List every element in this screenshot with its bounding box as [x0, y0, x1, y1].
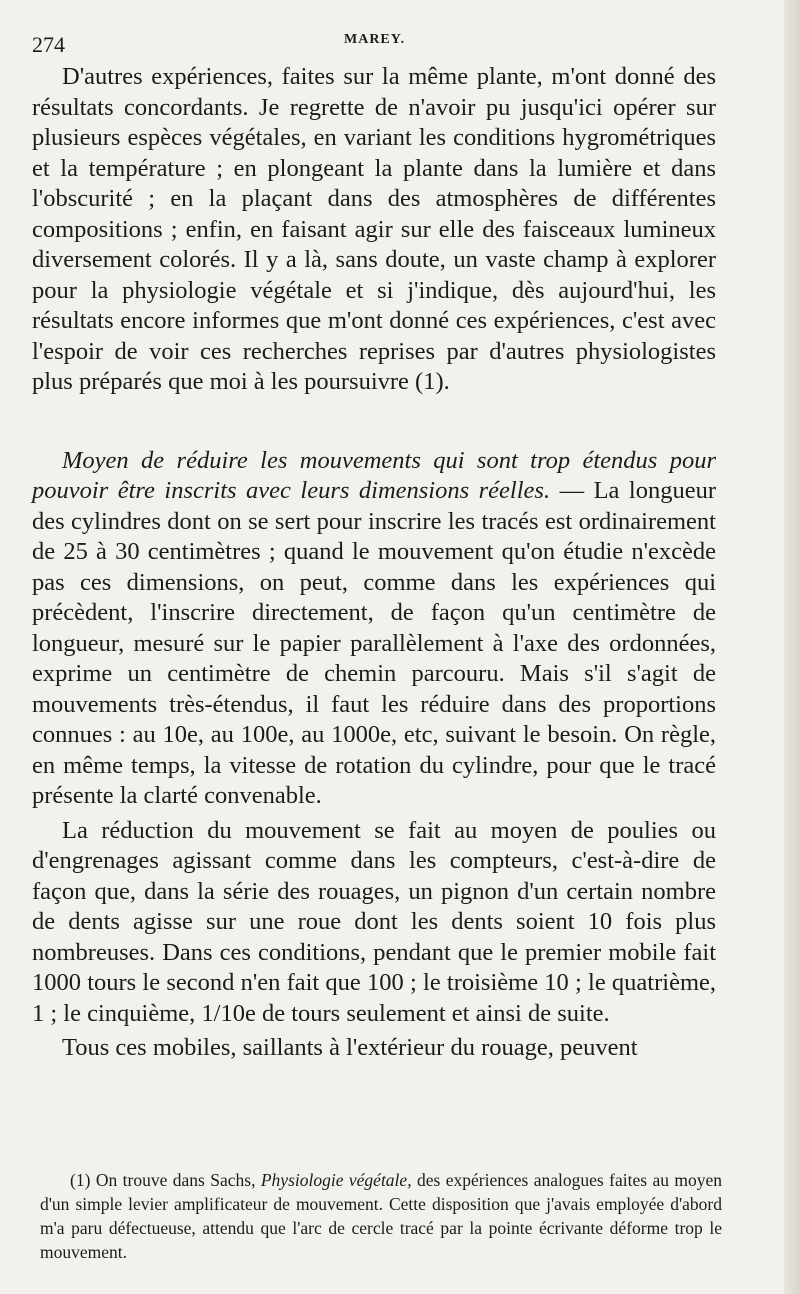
footnote-title: Physiologie végétale,	[260, 1170, 412, 1190]
paragraph-4: Tous ces mobiles, saillants à l'extérieur du rouage, peuvent	[62, 1034, 638, 1061]
paragraph-3: La réduction du mouvement se fait au moyen de poulies ou d'engrenages agissant comme dans les compteurs, c'est-à-dire de façon que, dans la série des rouages, un pignon d'un certain nombre de dents agisse sur une roue dont les dents soient 10 fois plus nombreuses. Dans ces conditions, pendant que le premier mobile fait 1000 tours le second n'en fait que 100 ; le troisième 10 ; le quatrième, 1 ; le cinquième, 1/10e de tours seulement et ainsi de suite.	[32, 816, 716, 1027]
paragraph-2	[32, 446, 716, 812]
footnote-text	[40, 1168, 722, 1264]
page-header	[32, 30, 722, 60]
paragraph-1: D'autres expériences, faites sur la même plante, m'ont donné des résultats concordants. Je regrette de n'avoir pu jusqu'ici opérer sur plusieurs espèces végétales, en variant les conditions hygrométriques et la température ; en plongeant la plante dans la lumière et dans l'obscurité ; en la plaçant dans des atmosphères de différentes compositions ; enfin, en faisant agir sur elle des faisceaux lumineux diversement colorés. Il y a là, sans doute, un vaste champ à explorer pour la physiologie végétale et si j'indique, dès aujourd'hui, les résultats encore informes que m'ont donné ces expériences, c'est avec l'espoir de voir ces recherches reprises par d'autres physiologistes plus préparés que moi à les poursuivre (1).	[32, 63, 716, 395]
footnote-marker: (1) On trouve dans Sachs,	[70, 1170, 261, 1190]
body-text	[32, 62, 716, 1064]
running-head: MAREY.	[344, 32, 406, 47]
footnote-body: des expériences analogues faites au moyen d'un simple levier amplificateur de mouvement. Cette disposition que j'avais employée d'abord m'a paru défectueuse, attendu que l'arc de cercle tracé par la pointe écrivante déforme trop le mouvement.	[40, 1170, 723, 1262]
footnote	[40, 1168, 722, 1264]
section-title: Moyen de réduire les mouvements qui sont trop étendus pour pouvoir être inscrits avec leurs dimensions réelles.	[32, 446, 716, 504]
paragraph-2-text: — La longueur des cylindres dont on se sert pour inscrire les tracés est ordinairement de 25 à 30 centimètres ; quand le mouvement qu'on étudie n'excède pas ces dimensions, on peut, comme dans les expériences qui précèdent, l'inscrire directement, de façon qu'un centimètre de longueur, mesuré sur le papier parallèlement à l'axe des ordonnées, exprime un centimètre de chemin parcouru. Mais s'il s'agit de mouvements très-étendus, il faut les réduire dans des proportions connues : au 10e, au 100e, au 1000e, etc, suivant le besoin. On règle, en même temps, la vitesse de rotation du cylindre, pour que le tracé présente la clarté convenable.	[32, 477, 716, 809]
page-edge	[784, 0, 800, 1294]
page-number: 274	[32, 32, 65, 57]
